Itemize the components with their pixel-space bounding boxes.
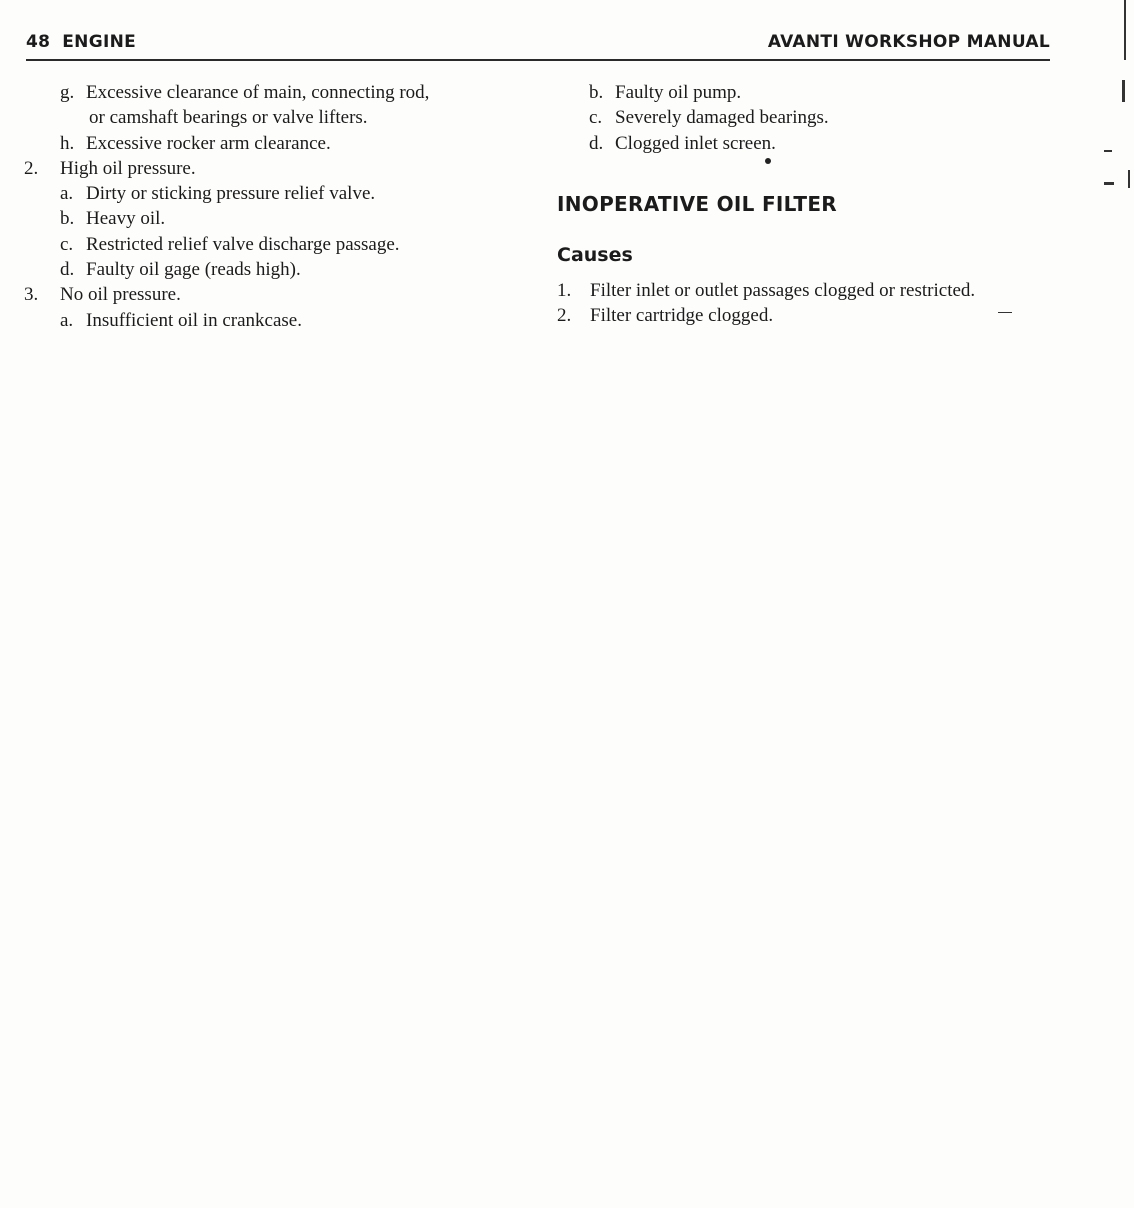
right-column <box>557 80 1067 156</box>
margin-mark <box>1122 80 1125 102</box>
list-item: c. Restricted relief valve discharge passage. <box>60 233 400 255</box>
margin-mark <box>1104 150 1112 152</box>
ink-speck <box>765 158 771 164</box>
high-oil-pressure-heading: 2. High oil pressure. <box>24 157 196 179</box>
list-item: a. Dirty or sticking pressure relief valve. <box>60 183 376 205</box>
list-item: c. Severely damaged bearings. <box>589 107 829 129</box>
margin-mark <box>1124 0 1126 60</box>
list-item: d. Clogged inlet screen. <box>589 132 776 154</box>
header-rule <box>26 59 1050 61</box>
list-item: d. Faulty oil gage (reads high). <box>60 259 301 281</box>
list-item: b. Heavy oil. <box>60 208 166 230</box>
left-column <box>24 80 534 333</box>
causes-list <box>557 278 975 329</box>
section-heading: INOPERATIVE OIL FILTER <box>557 192 838 216</box>
list-item: 1. Filter inlet or outlet passages clogged or restricted. <box>557 280 976 301</box>
header-left <box>26 32 136 52</box>
list-item-continuation: or camshaft bearings or valve lifters. <box>89 107 368 129</box>
list-item: g. Excessive clearance of main, connecting rod, <box>60 82 430 103</box>
list-item: a. Insufficient oil in crankcase. <box>60 309 302 331</box>
section-name: ENGINE <box>62 32 137 52</box>
list-item: h. Excessive rocker arm clearance. <box>60 132 331 154</box>
no-oil-pressure-heading: 3. No oil pressure. <box>24 284 181 306</box>
page-number: 48 <box>26 32 51 52</box>
list-item: b. Faulty oil pump. <box>589 82 742 103</box>
margin-mark <box>1104 182 1114 185</box>
causes-heading: Causes <box>557 244 633 266</box>
page-header <box>26 32 1050 56</box>
manual-title: AVANTI WORKSHOP MANUAL <box>767 32 1050 52</box>
list-item: 2. Filter cartridge clogged. <box>557 305 774 327</box>
margin-mark <box>998 312 1012 313</box>
margin-mark <box>1128 170 1130 188</box>
